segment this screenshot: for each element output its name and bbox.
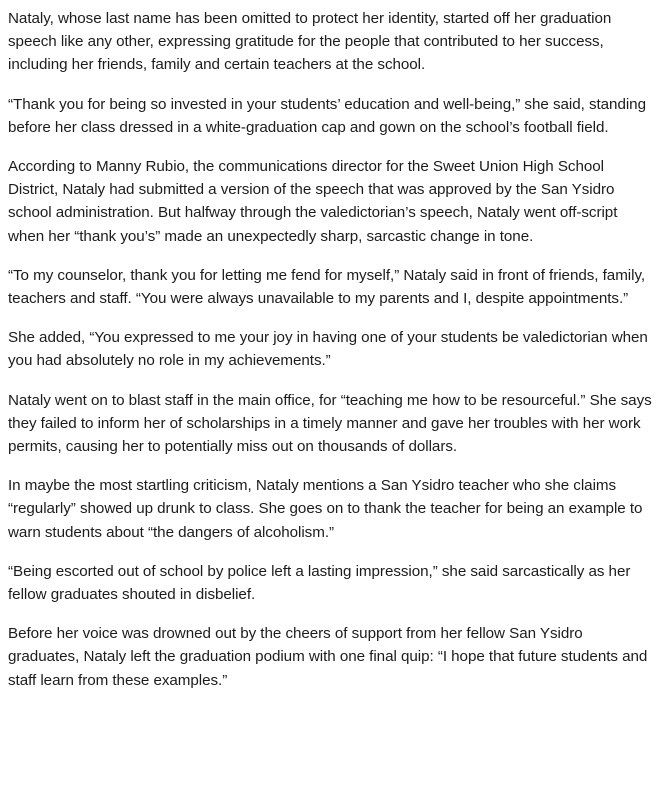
paragraph: According to Manny Rubio, the communications director for the Sweet Union High School District, Nataly had submitted a version of the speech that was approved by the San Ysidro school administration. But halfway through the valedictorian’s speech, Nataly went off-script when her “thank you’s” made an unexpectedly sharp, sarcastic change in tone.	[8, 158, 618, 245]
paragraph: “To my counselor, thank you for letting me fend for myself,” Nataly said in front of friends, family, teachers and staff. “You were always unavailable to my parents and I, despite appointments.”	[8, 266, 646, 308]
paragraph: Nataly, whose last name has been omitted to protect her identity, started off her graduation speech like any other, expressing gratitude for the people that contributed to her success, including her friends, family and certain teachers at the school.	[8, 10, 612, 74]
paragraph: Nataly went on to blast staff in the main office, for “teaching me how to be resourceful.” She says they failed to inform her of scholarships in a timely manner and gave her troubles with her work permits, causing her to potentially miss out on thousands of dollars.	[8, 391, 652, 456]
paragraph: In maybe the most startling criticism, Nataly mentions a San Ysidro teacher who she claims “regularly” showed up drunk to class. She goes on to thank the teacher for being an example to warn students about “the dangers of alcoholism.”	[8, 477, 643, 541]
paragraph: Before her voice was drowned out by the cheers of support from her fellow San Ysidro graduates, Nataly left the graduation podium with one final quip: “I hope that future students and staff learn from these examples.”	[8, 625, 648, 689]
paragraph: “Being escorted out of school by police left a lasting impression,” she said sarcastically as her fellow graduates shouted in disbelief.	[8, 562, 631, 604]
paragraph: “Thank you for being so invested in your students’ education and well-being,” she said, standing before her class dressed in a white-graduation cap and gown on the school’s football field.	[8, 95, 646, 136]
paragraph: She added, “You expressed to me your joy in having one of your students be valedictorian when you had absolutely no role in my achievements.”	[8, 329, 648, 370]
